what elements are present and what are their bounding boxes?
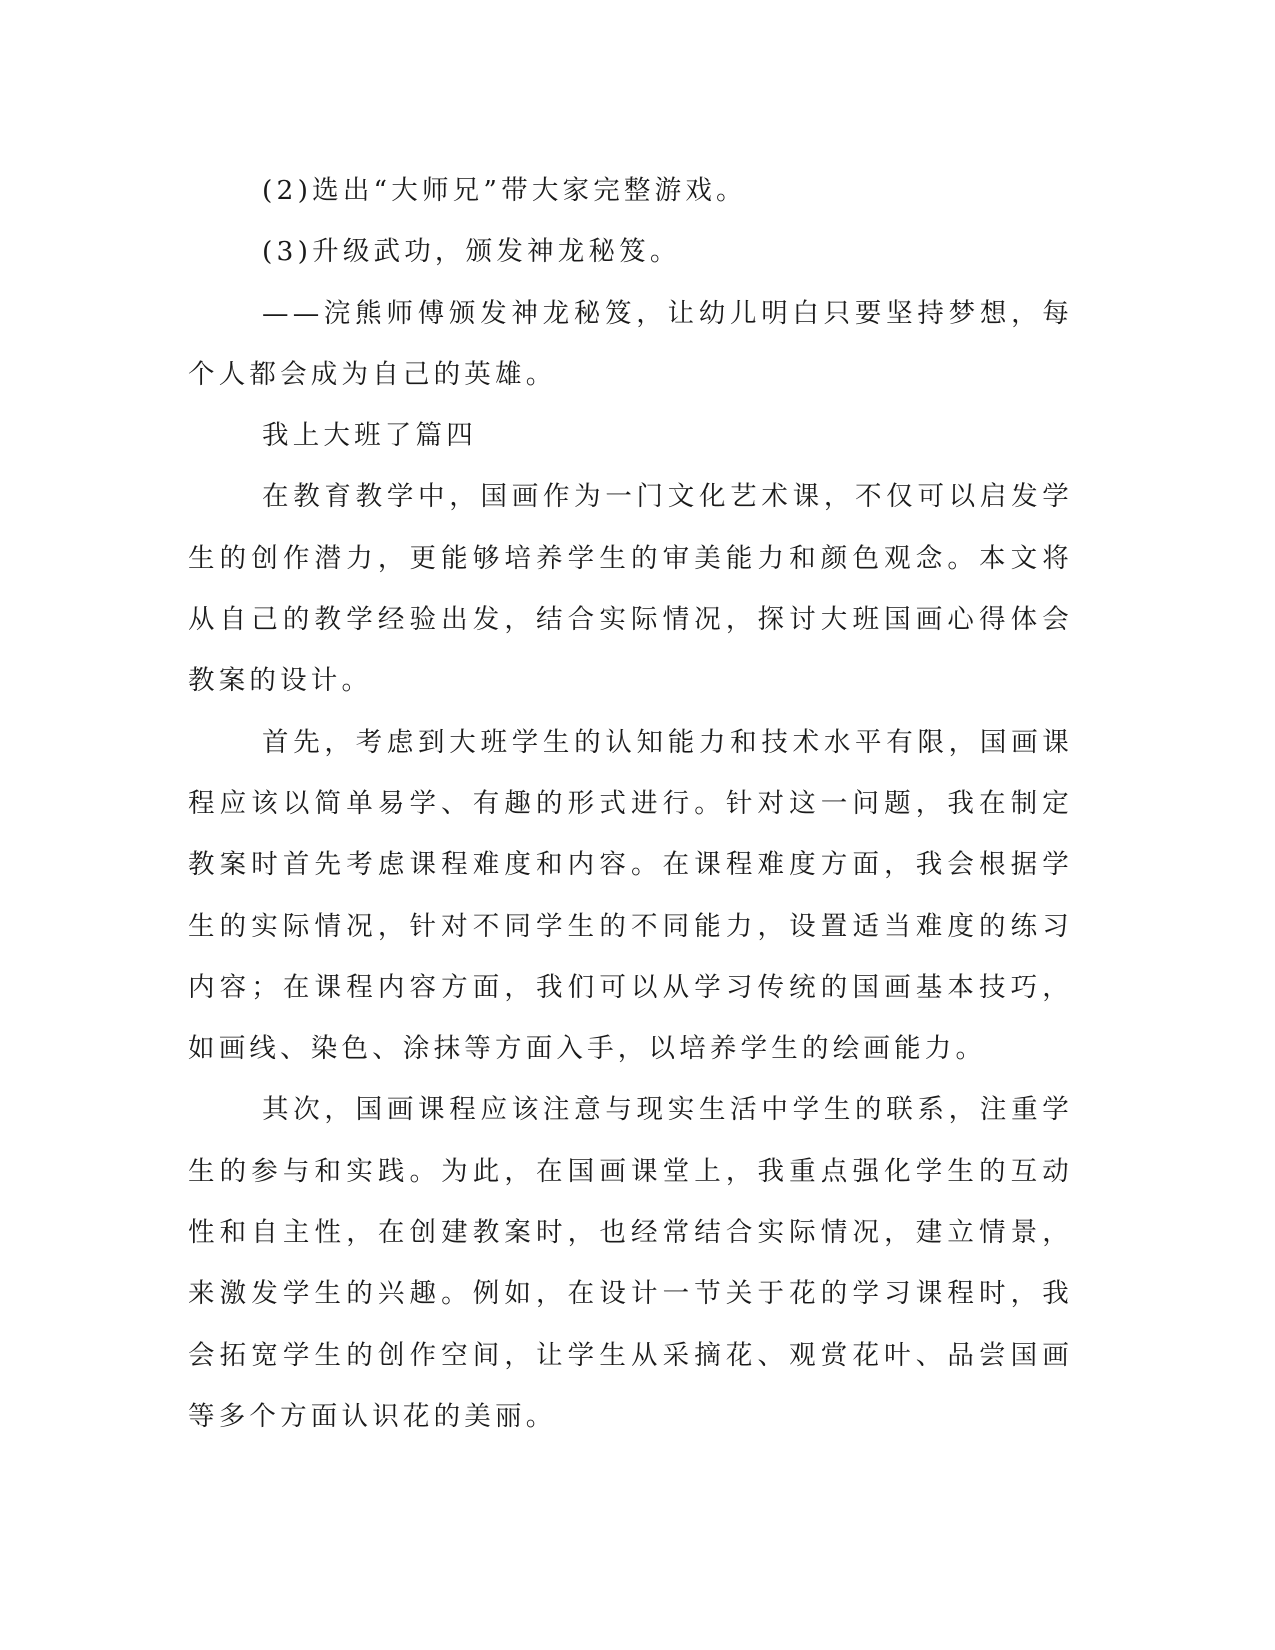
paragraph-step-3: (3)升级武功，颁发神龙秘笈。 <box>262 236 681 268</box>
paragraph-second: 其次，国画课程应该注意与现实生活中学生的联系，注重学生的参与和实践。为此，在国画课堂上，我重点强化学生的互动性和自主性，在创建教案时，也经常结合实际情况，建立情景，来激发学生的兴趣。例如，在设计一节关于花的学习课程时，我会拓宽学生的创作空间，让学生从采摘花、观赏花叶、品尝国画等多个方面认识花的美丽。 <box>188 1094 1073 1432</box>
paragraph-first: 首先，考虑到大班学生的认知能力和技术水平有限，国画课程应该以简单易学、有趣的形式进行。针对这一问题，我在制定教案时首先考虑课程难度和内容。在课程难度方面，我会根据学生的实际情况，针对不同学生的不同能力，设置适当难度的练习内容；在课程内容方面，我们可以从学习传统的国画基本技巧，如画线、染色、涂抹等方面入手，以培养学生的绘画能力。 <box>188 726 1073 1065</box>
paragraph-award: ——浣熊师傅颁发神龙秘笈，让幼儿明白只要坚持梦想，每个人都会成为自己的英雄。 <box>188 297 1073 390</box>
paragraph-step-2: (2)选出“大师兄”带大家完整游戏。 <box>262 175 747 206</box>
document-body <box>188 160 1073 1447</box>
section-heading: 我上大班了篇四 <box>262 420 477 452</box>
paragraph-intro: 在教育教学中，国画作为一门文化艺术课，不仅可以启发学生的创作潜力，更能够培养学生的审美能力和颜色观念。本文将从自己的教学经验出发，结合实际情况，探讨大班国画心得体会教案的设计。 <box>188 481 1073 697</box>
